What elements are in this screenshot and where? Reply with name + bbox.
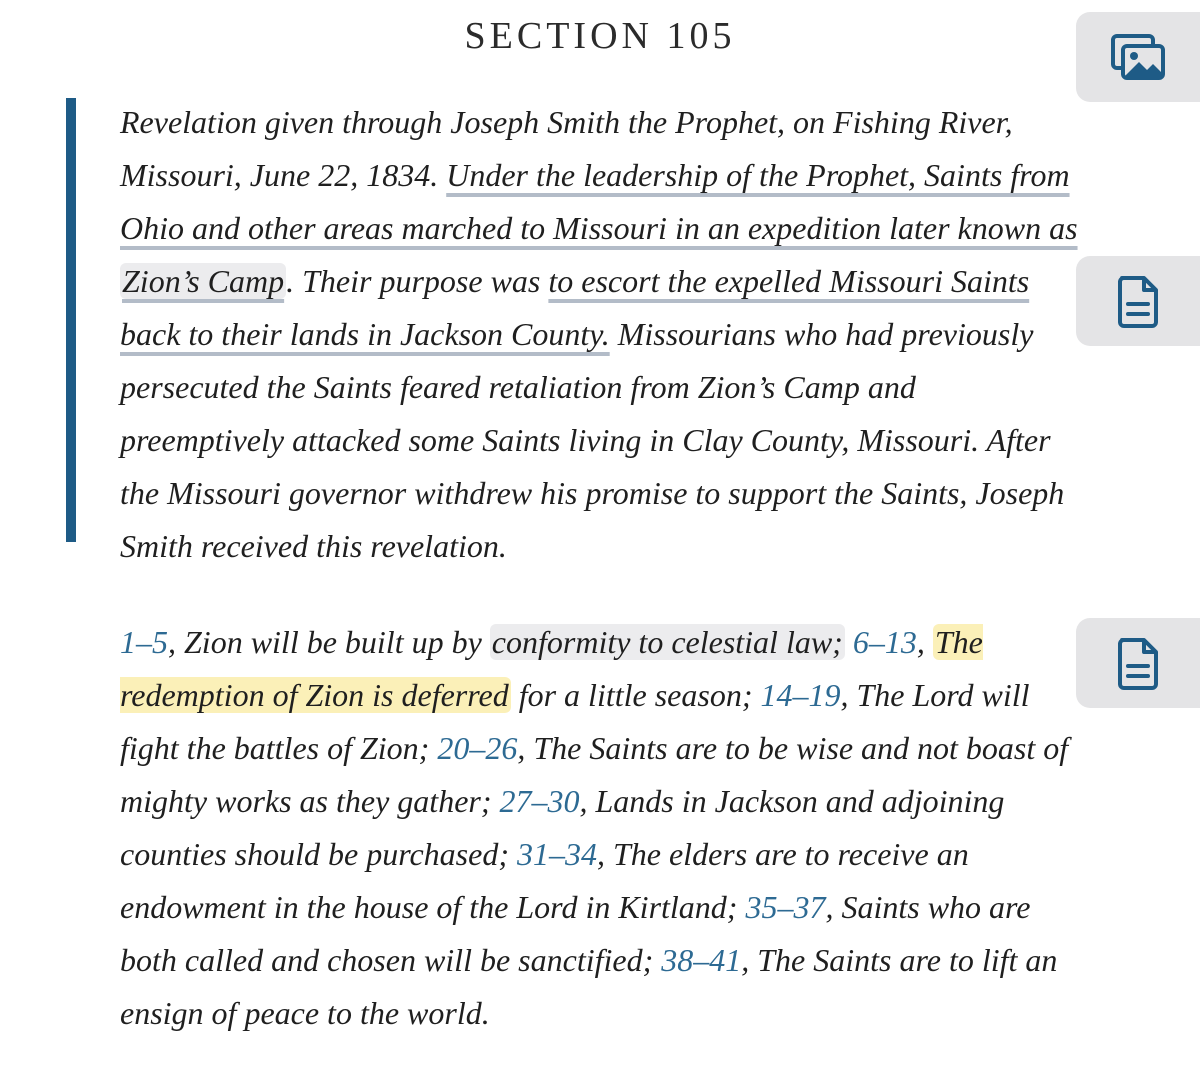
summary-text: , The Saints are to lift an ensign of peace to the world.: [120, 942, 1058, 1031]
intro-underlined-phrase[interactable]: to escort the expelled Missouri Saints back to their lands in Jackson County.: [120, 263, 1030, 352]
intro-text: Revelation given through Joseph Smith the Prophet, on Fishing River, Missouri, June 22, 1834.: [120, 104, 1013, 193]
summary-text: , Zion will be built up by: [168, 624, 490, 660]
summary-text: , Saints who are both called and chosen will be sanctified;: [120, 889, 1031, 978]
verse-link[interactable]: 20–26: [437, 730, 518, 766]
summary-text: ,: [916, 624, 933, 660]
verse-link[interactable]: 31–34: [516, 836, 597, 872]
section-summary: [120, 616, 1080, 1040]
intro-marker-bar: [66, 98, 76, 542]
summary-text: , The Saints are to be wise and not boast of mighty works as they gather;: [120, 730, 1069, 819]
verse-link[interactable]: 27–30: [499, 783, 580, 819]
summary-text: , The Lord will fight the battles of Zion;: [120, 677, 1030, 766]
verse-link[interactable]: 6–13: [852, 624, 917, 660]
verse-link[interactable]: 35–37: [745, 889, 826, 925]
verse-link[interactable]: 38–41: [661, 942, 742, 978]
note-button[interactable]: [1076, 256, 1200, 346]
verse-link[interactable]: 14–19: [760, 677, 841, 713]
intro-text: . Their purpose was: [286, 263, 549, 299]
intro-underlined-text: Under the leadership of the Prophet, Saints from Ohio and other areas marched to Missouri in an expedition later known as: [120, 157, 1078, 246]
note-document-icon: [1116, 274, 1160, 328]
note-document-icon: [1116, 636, 1160, 690]
summary-text: , The elders are to receive an endowment in the house of the Lord in Kirtland;: [120, 836, 969, 925]
zions-camp-highlight[interactable]: Zion’s Camp: [122, 263, 285, 299]
summary-text: , Lands in Jackson and adjoining counties should be purchased;: [120, 783, 1005, 872]
section-title: SECTION 105: [464, 15, 736, 57]
yellow-highlight[interactable]: The redemption of Zion is deferred: [120, 624, 983, 713]
section-intro: [120, 96, 1080, 573]
image-gallery-icon: [1109, 32, 1167, 82]
summary-text: for a little season;: [510, 677, 761, 713]
note-button[interactable]: [1076, 618, 1200, 708]
intro-text: Missourians who had previously persecuted the Saints feared retaliation from Zion’s Camp and preemptively attacked some Saints living in Clay County, Missouri. After the Missouri governor withdrew his promise to support the Saints, Joseph Smith received this revelation.: [120, 316, 1065, 564]
grey-highlight[interactable]: conformity to celestial law;: [491, 624, 843, 660]
verse-link[interactable]: 1–5: [120, 624, 168, 660]
image-gallery-button[interactable]: [1076, 12, 1200, 102]
